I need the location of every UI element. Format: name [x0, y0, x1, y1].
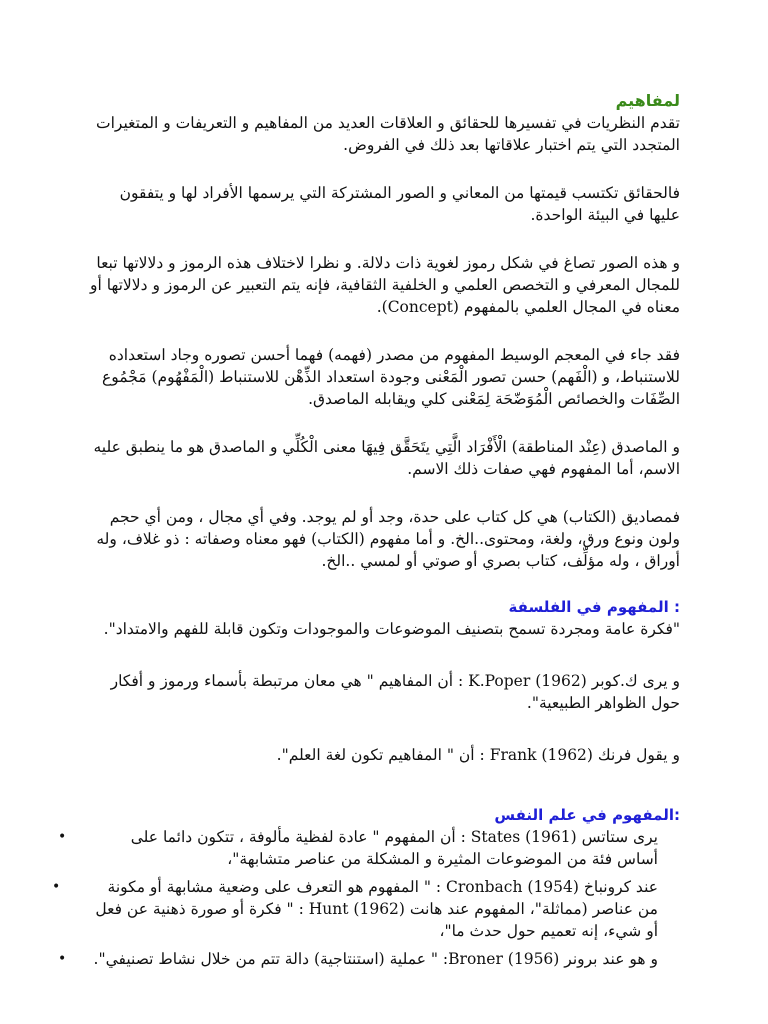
paragraph-9: و يقول فرنك (1962) Frank : أن " المفاهيم تكون لغة العلم". [276, 746, 680, 764]
paragraph-7: "فكرة عامة ومجردة تسمح بتصنيف الموضوعات والموجودات وتكون قابلة للفهم والامتداد". [103, 620, 680, 638]
list-item-text: عند كرونباخ (1954) Cronbach : " المفهوم هو التعرف على وضعية مشابهة أو مكونة من عناصر (مماثلة"، المفهوم عند هانت (1962) Hunt : " فكرة أو صورة ذهنية عن فعل أو شيء، إنه تعميم حول حدث ما"، [95, 878, 658, 940]
list-item-text: يرى ستاتس (1961) States : أن المفهوم " عادة لفظية مألوفة ، تتكون دائما على أساس فئة من الموضوعات المثيرة و المشكلة من عناصر متشابهة"، [130, 828, 658, 868]
paragraph-5: و الماصدق (عِنْد المناطقة) الْأَفْرَاد الَّتِي يتَحَقَّق فِيهَا معنى الْكُلِّي و الماصدق هو ما ينطبق عليه الاسم، أما المفهوم فهي صفات ذلك الاسم. [93, 438, 680, 478]
paragraph-2: فالحقائق تكتسب قيمتها من المعاني و الصور المشتركة التي يرسمها الأفراد لها و يتفقون عليها في البيئة الواحدة. [119, 184, 680, 224]
bullet-icon: • [58, 951, 67, 967]
psychology-heading: :المفهوم في علم النفس [494, 806, 680, 824]
paragraph-4: فقد جاء في المعجم الوسيط المفهوم من مصدر (فهمه) فهما أحسن تصوره وجاد استعداده للاستنباط، و (الْفَهم) حسن تصور الْمَعْنى وجودة استعداد الذِّهْن للاستنباط (الْمَفْهُوم) مَجْمُوع الصِّفَات والخصائص الْمُوَضّحَة لِمَعْنى كلي ويقابله الماصدق. [102, 346, 680, 408]
paragraph-6: فمصاديق (الكتاب) هي كل كتاب على حدة، وجد أو لم يوجد. وفي أي مجال ، ومن أي حجم ولون ونوع ورق، ولغة، ومحتوى..الخ. و أما مفهوم (الكتاب) فهو معناه وصفاته : ذو غلاف، وله أوراق ، وله مؤلِّف، كتاب بصري أو صوتي أو لمسي ..الخ. [96, 508, 680, 570]
list-item [52, 876, 658, 942]
list-item [58, 826, 658, 870]
paragraph-1: تقدم النظريات في تفسيرها للحقائق و العلاقات العديد من المفاهيم و التعريفات و المتغيرات المتجدد التي يتم اختبار علاقاتها بعد ذلك في الفروض. [96, 114, 680, 154]
list-item-text: و هو عند برونر (1956) Broner: " عملية (استنتاجية) دالة تتم من خلال نشاط تصنيفي". [93, 950, 658, 968]
paragraph-3: و هذه الصور تصاغ في شكل رموز لغوية ذات دلالة. و نظرا لاختلاف هذه الرموز و دلالاتها تبعا للمجال المعرفي و التخصص العلمي و الخلفية الثقافية، فإنه يتم التعبير عن الرموز و دلالاتها أو معناه في المجال العلمي بالمفهوم (Concept). [90, 254, 680, 316]
list-item [58, 948, 658, 970]
document-page [52, 90, 680, 970]
intro-heading: لمفاهيم [615, 91, 680, 110]
definitions-list [52, 826, 680, 970]
bullet-icon: • [52, 879, 61, 895]
bullet-icon: • [58, 829, 67, 845]
paragraph-8: و يرى ك.كوبر (1962) K.Poper : أن المفاهيم " هي معان مرتبطة بأسماء ورموز و أفكار حول الظواهر الطبيعية". [110, 672, 680, 712]
philosophy-heading: : المفهوم في الفلسفة [508, 598, 680, 616]
